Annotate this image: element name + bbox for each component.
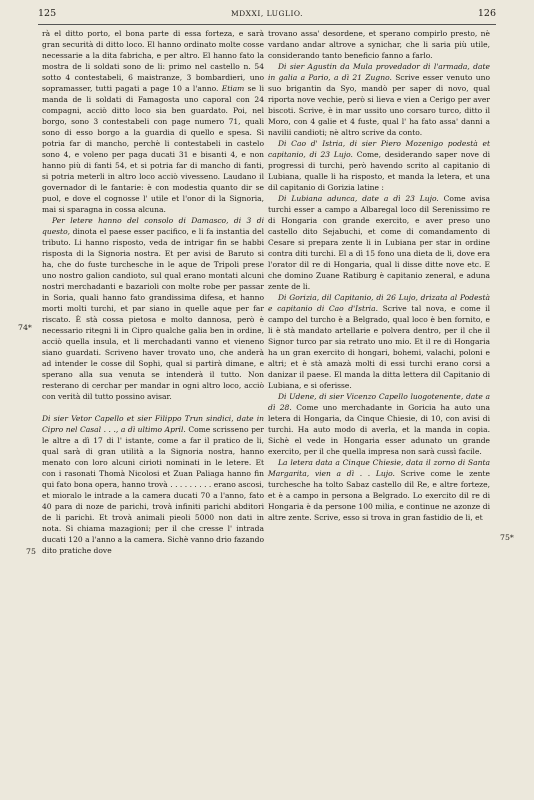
letter-heading: La letera data a Cinque Chiesie, data il zorno di Santa Margarita, vien a dì . . Lujo. [268,458,490,478]
paragraph-cinque-chiesie [268,457,490,523]
right-column [268,28,490,523]
letter-heading: Di Gorizia, dil Capitanio, di 26 Lujo, drizata al Podestà e capitanio di Cao d'Istria. [268,293,490,313]
text: Come, desiderando saper nove di progressi di turchi, però havendo scrito al capitanio di Lubiana, qualle li ha risposto, et manda la letera, et una dil capitanio di Gorizia latine : [268,150,490,192]
text: Come uno merchadante in Goricia ha auto una letera di Hongaria, da Cinque Chiesie, di 10, con avisi di turchi. Ha auto modo di averla, et la manda in copia. Sichè el vede in Hongaria esser adunato un grande exercito, per il che quella impresa non sarà cussì facile. [268,403,490,456]
italic-text: Etiam [221,84,245,93]
running-title: MDXXI, LUGLIO. [230,9,304,18]
text: Come scrisseno per le altre a dì 17 di l' istante, come a far il pratico de li, qual sarà di gran utilità a la Signoria nostra, hanno menato con loro alcuni cirioti nominati in le letere. Et con i rasonati Thomà Nicolosi et Zuan Paliaga hanno fin qui fato bona opera, hanno trovà . . . . . . . . . erano ascosi, et mioralo le intrade a la camera ducati 70 a l'anno, fato 40 para di noze de parichi, trovà infiniti parichi abditori de li parichi. Et trovà animali pieoli 5000 non dati in nota. Si chiama mazagioni; per il che cresse l' intrada ducati 120 a l'anno a la camera. Sichè vanno drio fazando dito pratiche dove [42,425,264,555]
text: Come avisa turchi esser a campo a Albaregal loco dil Serenissimo re di Hongaria con grande exercito, e aver preso uno castello dito Sejabuchi, et come di comandamento di Cesare si prepara zente li in Lubiana per star in ordine contra diti turchi. El a dì 15 fono una dieta de li, dove era l'orator dil re di Hongaria, qual li disse ditte nove etc. E che domino Zuane Ratiburg è capitanio zeneral, e aduna zente de li. [268,194,490,291]
paragraph-continuation [268,28,490,61]
letter-heading: Di Cao d' Istria, di sier Piero Mozenigo podestà et capitanio, di 23 Lujo. [268,139,490,159]
header-rule [38,24,496,25]
text: Scrive esser venuto uno suo brigantin da Syo, mandò per saper di novo, qual riporta nove vechie, però si lieva e vien a Cerigo per aver biscoti. Scrive, è in mar ussito uno corsaro turco, ditto il Moro, con 4 galie et 4 fuste, qual l' ha fato assa' danni a navilii candioti; nè altro scrive da conto. [268,73,490,137]
paragraph-famagosta [42,28,264,215]
page-number-right: 126 [477,8,496,19]
text: rà el ditto porto, el bona parte di essa forteza, e sarà gran securità di ditto loco. El hanno ordinato molte cosse necessarie a la dita fabricha, e per altro. El hanno fato la mostra de li soldati sono de li: primo nel castello n. 54 sotto 4 contestabeli, 6 maistranze, 3 bombardieri, uno sopramasser, tutti pagati a page 10 a l'anno. [42,29,264,93]
text: Scrive come le zente turchesche ha tolto Sabaz castello dil Re, e altre forteze, et è a campo in persona a Belgrado. Lo exercito dil re di Hongaria è da persone 100 milia, e continue ne azonze di altre zente. Scrive, esso si trova in gran fastidio de li, et [268,469,490,522]
letter-heading: Di sier Vetor Capello et sier Filippo Trun sindici, date in Cipro nel Casal . . ., a dì ultimo April. [42,414,264,434]
paragraph-lubiana [268,193,490,292]
left-column [42,28,264,556]
letter-heading: Per letere hanno del consolo di Damasco, di 3 di questo, [42,216,264,236]
paragraph-sindici [42,413,264,556]
paragraph-cao-istria [268,138,490,193]
paragraph-mula [268,61,490,138]
text: trovano assa' desordene, et sperano compirlo presto, nè vardano andar altrove a synichar, che li saria più utile, considerando tanto beneficio fanno a farlo. [268,29,490,60]
letter-heading: Di Lubiana adunca, date a dì 23 Lujo. [278,194,439,203]
page-header [38,8,496,24]
margin-number-75: 75 [26,547,36,556]
margin-number-75-star: 75* [500,533,514,542]
paragraph-udene [268,391,490,457]
text: Scrive tal nova, e come il campo del turcho è a Belgrado, qual loco è ben fornito, e li è stà mandato artellarie e polvera dentro, per il che il Signor turco par sia retrato uno mio. Et il re di Hongaria ha un gran exercito di hongari, bohemi, valachi, poloni e altri; et è stà amazà molti di essi turchi erano corsi a danizar il paese. El manda la ditta lettera dil Capitanio di Lubiana, e si oferisse. [268,304,490,390]
letter-heading: Di Udene, di sier Vicenzo Capello luogotenente, date a dì 28. [268,392,490,412]
paragraph-gorizia [268,292,490,391]
text: dinota el paese esser pacifico, e li fa instantia del tributo. Li hanno risposto, veda de intrigar fin se habbi risposta di la Signoria nostra. Et per avisi de Baruto si ha, che do fuste turchesche in le aque de Tripoli prese uno nostro galion candioto, sul qual erano montati alcuni nostri merchadanti e bazarioli con molte robe per passar in Soria, quali hanno fato grandissima difesa, et hanno morti molti turchi, et par siano in quelle aque per far riscato. È stà cossa pietosa e molto dannosa, però è necessario ritegni li in Cipro qualche galia ben in ordine, acciò quella insula, et li merchadanti vanno et vieneno siano guardati. Scriveno haver trovato uno, che anderà ad intender le cosse dil Sophi, qual si partirà dimane, e sperano alla sua venuta se intenderà il tutto. Non resterano di cerchar per mandar in ogni altro loco, acciò con verità dil tutto possino avisar. [42,227,264,401]
paragraph-damasco [42,215,264,402]
letter-heading: Di sier Agustin da Mula provedador di l'armada, date in galia a Pario, a dì 21 Zugno. [268,62,490,82]
text: se li manda de li soldati di Famagosta uno caporal con 24 compagni, acciò ditto loco sia ben guardato. Poi, nel borgo, sono 3 contestabeli con page numero 71, quali sono di esso borgo a la guardia di quello e spesa. Si potria far di mancho, perchè li contestabeli in castelo sono 4, e voleno per paga ducati 31 e bisanti 4, e non hanno più di fanti 54, et si potria far di mancho di fanti, si potria meterli in altro loco acciò vivesseno. Laudano il governador di le fantarie: è con modestia quanto dir se puol, e dove el cognosse l' utile et l'onor di la Signoria, mai si sparagna in cossa alcuna. [42,84,264,214]
margin-number-74-star: 74* [18,323,32,332]
page-number-left: 125 [38,8,57,19]
